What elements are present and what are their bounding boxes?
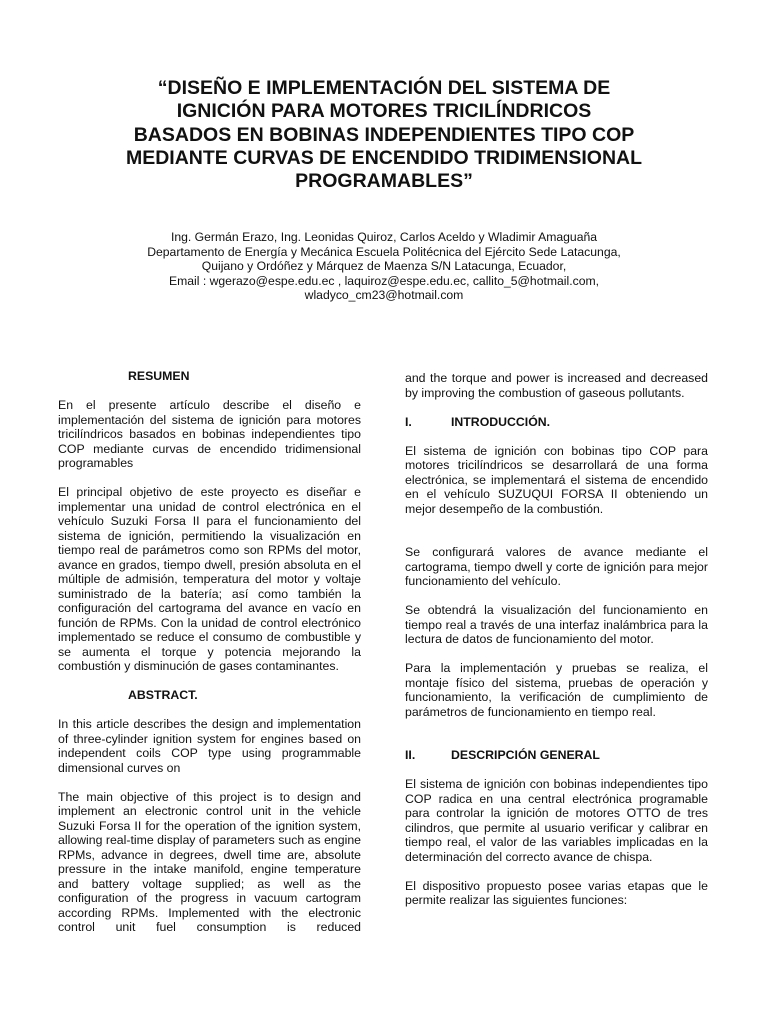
intro-paragraph: Se obtendrá la visualización del funcionamiento en tiempo real a través de una interfaz inalámbrica para la lectura de datos de funcionamiento del motor. [405,603,708,646]
right-column [405,371,708,922]
section-title: DESCRIPCIÓN GENERAL [451,748,600,762]
resumen-paragraph: El principal objetivo de este proyecto es diseñar e implementar una unidad de control electrónica en el vehículo Suzuki Forsa II para el funcionamiento del sistema de ignición, permitiendo la visualización en tiempo real de parámetros como son RPMs del motor, avance en grados, tiempo dwell, presión absoluta en el múltiple de admisión, temperatura del motor y voltaje suministrado de la batería; así como también la configuración del cartograma del avance en vacío en función de RPMs. Con la unidad de control electrónico implementado se reduce el consumo de combustible y se aumenta el torque y potencia mejorando la combustión y disminución de gases contaminantes. [58,485,361,673]
abstract-heading: ABSTRACT. [128,688,198,702]
abstract-paragraph: The main objective of this project is to design and implement an electronic control unit in the vehicle Suzuki Forsa II for the operation of the ignition system, allowing real-time display of parameters such as engine RPMs, advance in degrees, dwell time are, absolute pressure in the intake manifold, engine temperature and battery voltage supplied; as well as the configuration of the progress in vacuum cartogram according RPMs. Implemented with the electronic control unit fuel consumption is reduced [58,789,361,934]
address: Quijano y Ordóñez y Márquez de Maenza S/N Latacunga, Ecuador, [201,259,567,274]
title-line: IGNICIÓN PARA MOTORES TRICILÍNDRICOS [176,100,592,123]
left-column [58,369,361,949]
intro-paragraph: El sistema de ignición con bobinas tipo COP para motores tricilíndricos se desarrollará de una forma electrónica, se implementará el sistema de encendido en el vehículo SUZUQUI FORSA II obteniendo un mejor desempeño de la combustión. [405,443,708,516]
section-number: I. [405,414,412,429]
title-line: BASADOS EN BOBINAS INDEPENDIENTES TIPO COP [133,123,635,146]
spacer [405,734,708,749]
email-line: wladyco_cm23@hotmail.com [304,288,464,303]
resumen-heading: RESUMEN [128,369,190,383]
section-heading-descripcion [405,748,708,763]
description-paragraph: El sistema de ignición con bobinas independientes tipo COP radica en una central electrónica programable para controlar la ignición de motores OTTO de tres cilindros, que permite al usuario verificar y calibrar en tiempo real, el valor de las variables implicadas en la determinación del correcto avance de chispa. [405,777,708,864]
spacer [405,531,708,546]
intro-paragraph: Para la implementación y pruebas se realiza, el montaje físico del sistema, pruebas de operación y funcionamiento, la verificación de cumplimiento de parámetros de funcionamiento en tiempo real. [405,661,708,719]
section-number: II. [405,748,416,762]
author-names: Ing. Germán Erazo, Ing. Leonidas Quiroz, Carlos Aceldo y Wladimir Amaguaña [170,230,598,244]
resumen-paragraph: En el presente artículo describe el diseño e implementación del sistema de ignición para motores tricilíndricos basados en bobinas independientes tipo COP mediante curvas de encendido tridimensional programables [58,398,361,470]
affiliation: Departamento de Energía y Mecánica Escuela Politécnica del Ejército Sede Latacunga, [147,244,621,259]
title-line: “DISEÑO E IMPLEMENTACIÓN DEL SISTEMA DE [157,77,611,99]
title-line: PROGRAMABLES” [295,170,473,193]
paper-title [70,77,698,193]
abstract-continuation: and the torque and power is increased and decreased by improving the combustion of gaseous pollutants. [405,371,708,400]
section-title: INTRODUCCIÓN. [451,414,551,429]
intro-paragraph: Se configurará valores de avance mediante el cartograma, tiempo dwell y corte de ignición para mejor funcionamiento del vehículo. [405,545,708,588]
email-line: Email : wgerazo@espe.edu.ec , laquiroz@espe.edu.ec, callito_5@hotmail.com, [168,273,600,288]
section-heading-introduccion [405,415,708,430]
description-paragraph: El dispositivo propuesto posee varias etapas que le permite realizar las siguientes funciones: [405,878,708,907]
abstract-paragraph: In this article describes the design and implementation of three-cylinder ignition system for engines based on independent coils COP type using programmable dimensional curves on [58,717,361,775]
author-block [100,230,668,303]
title-line: MEDIANTE CURVAS DE ENCENDIDO TRIDIMENSIONAL [125,146,643,169]
